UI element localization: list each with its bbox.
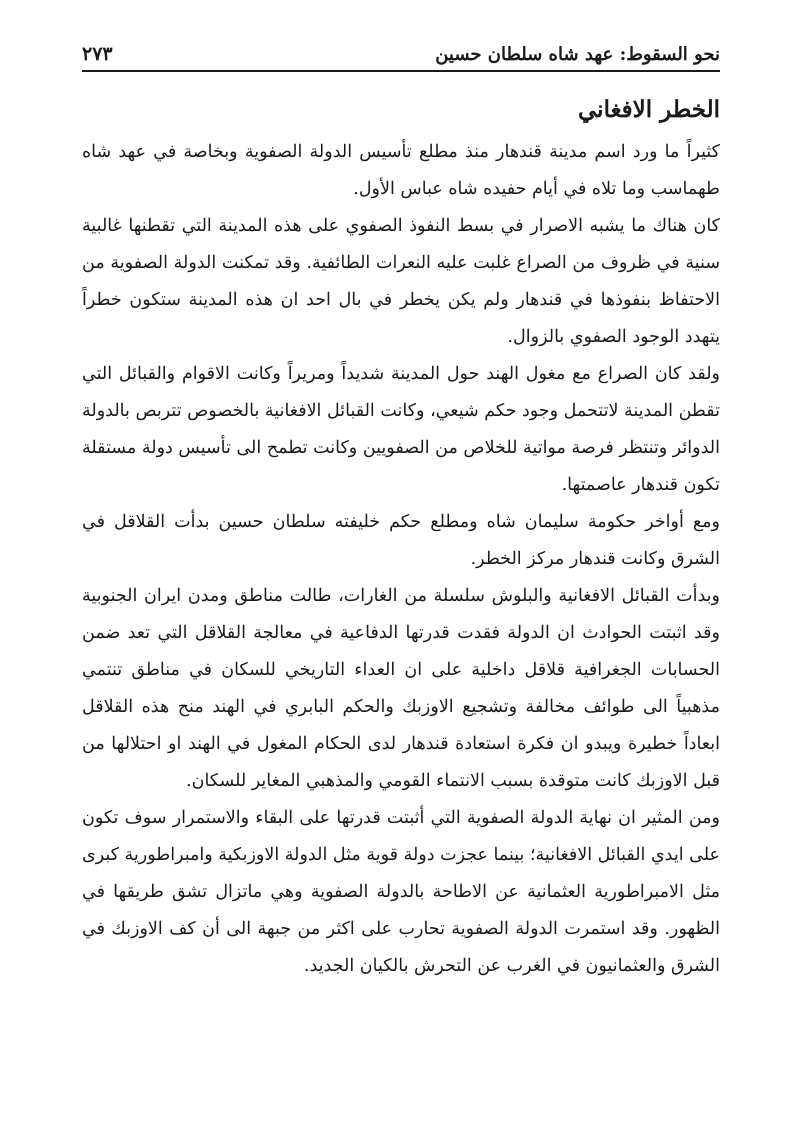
book-page [82, 28, 720, 985]
page-number: ٢٧٣ [82, 43, 113, 65]
paragraph-4: ومع أواخر حكومة سليمان شاه ومطلع حكم خليفته سلطان حسين بدأت القلاقل في الشرق وكانت قندهار مركز الخطر. [82, 512, 720, 570]
paragraph-6: ومن المثير ان نهاية الدولة الصفوية التي أثبتت قدرتها على البقاء والاستمرار سوف تكون على ايدي القبائل الافغانية؛ بينما عجزت دولة قوية مثل الدولة الاوزبكية وامبراطورية كبرى مثل الامبراطورية العثمانية عن الاطاحة بالدولة الصفوية وهي ماتزال تشق طريقها في الظهور. وقد استمرت الدولة الصفوية تحارب على اكثر من جبهة الى أن كف الاوزبك في الشرق والعثمانيون في الغرب عن التحرش بالكيان الجديد. [82, 808, 720, 977]
paragraph-1: كثيراً ما ورد اسم مدينة قندهار منذ مطلع تأسيس الدولة الصفوية وبخاصة في عهد شاه طهماسب وما تلاه في أيام حفيده شاه عباس الأول. [82, 142, 720, 200]
paragraph-5: وبدأت القبائل الافغانية والبلوش سلسلة من الغارات، طالت مناطق ومدن ايران الجنوبية وقد اثبتت الحوادث ان الدولة فقدت قدرتها الدفاعية في معالجة القلاقل التي تعد ضمن الحسابات الجغرافية قلاقل داخلية على ان العداء التاريخي للسكان في مناطق تنتمي مذهبياً الى طوائف مخالفة وتشجيع الاوزبك والحكم البابري في الهند منح هذه القلاقل ابعاداً خطيرة ويبدو ان فكرة استعادة قندهار لدى الحكام المغول في الهند او احتلالها من قبل الاوزبك كانت متوقدة بسبب الانتماء القومي والمذهبي المغاير للسكان. [82, 586, 720, 792]
running-title: نحو السقوط: عهد شاه سلطان حسين [435, 44, 720, 65]
section-heading: الخطر الافغاني [578, 96, 720, 123]
paragraph-2: كان هناك ما يشبه الاصرار في بسط النفوذ الصفوي على هذه المدينة التي تقطنها غالبية سنية في ظروف من الصراع غلبت عليه النعرات الطائفية. وقد تمكنت الدولة الصفوية من الاحتفاظ بنفوذها في قندهار ولم يكن يخطر في بال احد ان هذه المدينة ستكون خطراً يتهدد الوجود الصفوي بالزوال. [82, 216, 720, 348]
running-header [82, 28, 720, 72]
paragraph-3: ولقد كان الصراع مع مغول الهند حول المدينة شديداً ومريراً وكانت الاقوام والقبائل التي تقطن المدينة لاتتحمل وجود حكم شيعي، وكانت القبائل الافغانية بالخصوص تتربص بالدولة الدوائر وتنتظر فرصة مواتية للخلاص من الصفويين وكانت تطمح الى تأسيس دولة مستقلة تكون قندهار عاصمتها. [82, 364, 720, 496]
